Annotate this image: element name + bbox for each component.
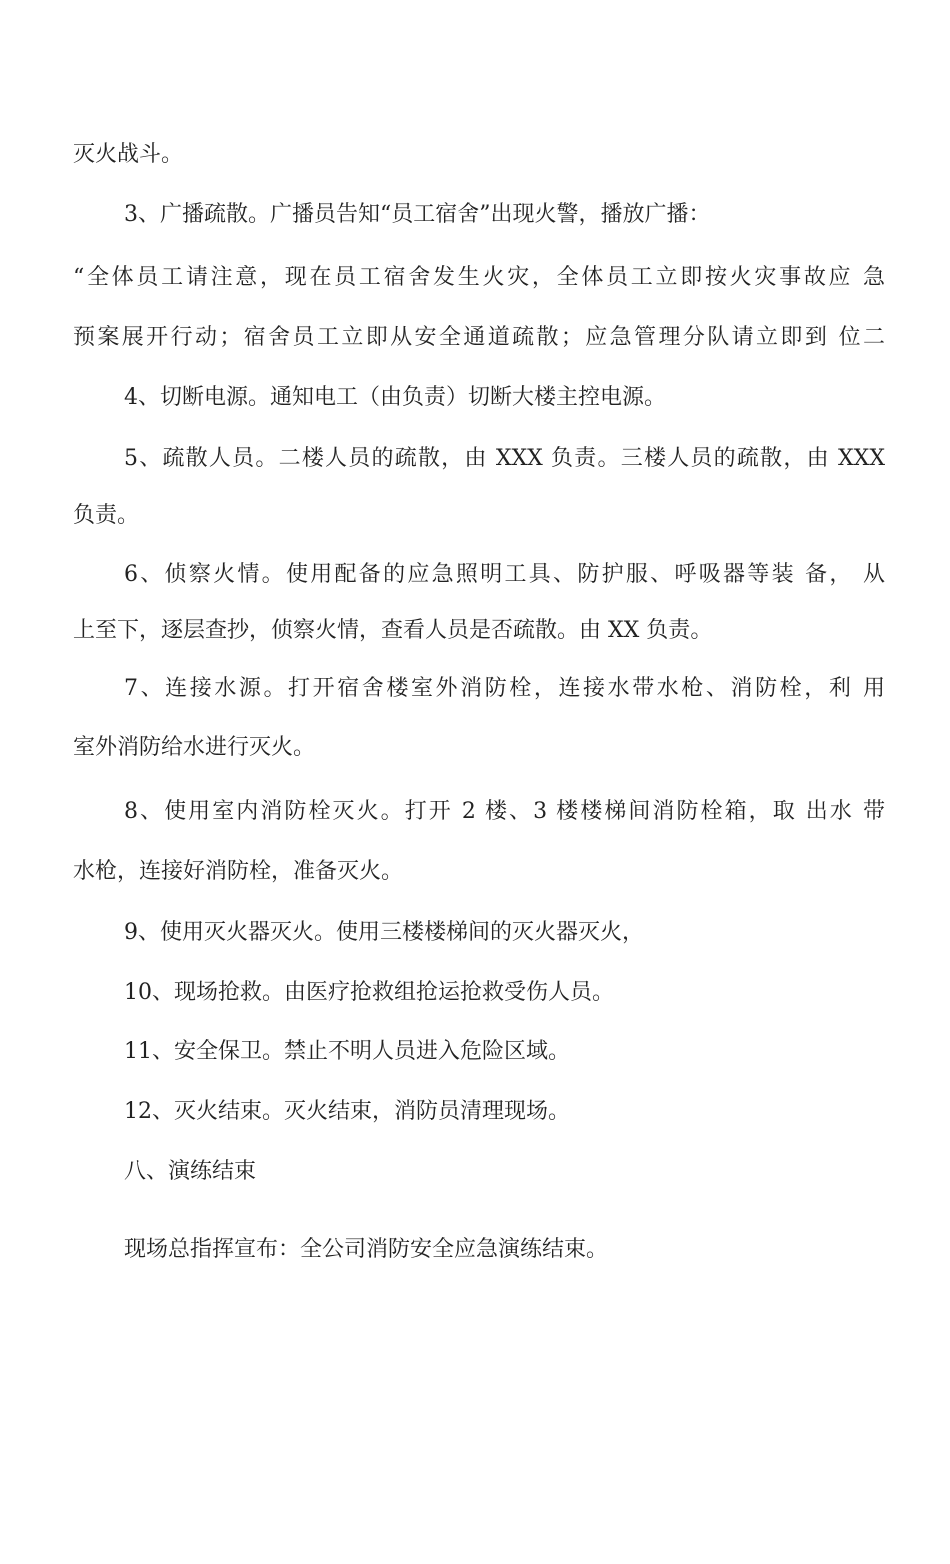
item-8-hydrant: 8、使用室内消防栓灭火。打开 2 楼、3 楼楼梯间消防栓箱，取 出水 带	[124, 799, 885, 824]
item-8-continued: 水枪，连接好消防栓，准备灭火。	[73, 859, 404, 884]
item-4-power: 4、切断电源。通知电工（由负责）切断大楼主控电源。	[124, 385, 666, 410]
item-10-rescue: 10、现场抢救。由医疗抢救组抢运抢救受伤人员。	[124, 980, 614, 1005]
item-3-broadcast: 3、广播疏散。广播员告知“员工宿舍”出现火警，播放广播：	[124, 202, 711, 227]
item-6-continued: 上至下，逐层查抄，侦察火情，查看人员是否疏散。由 XX 负责。	[73, 618, 713, 643]
item-5-continued: 负责。	[73, 503, 140, 528]
section-8-heading: 八、演练结束	[124, 1159, 257, 1184]
item-7-continued: 室外消防给水进行灭火。	[73, 735, 316, 760]
broadcast-text-line-1: “全体员工请注意，现在员工宿舍发生火灾，全体员工立即按火灾事故应 急	[73, 265, 885, 290]
closing-statement: 现场总指挥宣布：全公司消防安全应急演练结束。	[124, 1237, 609, 1262]
item-7-water: 7、连接水源。打开宿舍楼室外消防栓，连接水带水枪、消防栓，利 用	[124, 676, 885, 701]
item-5-evacuate: 5、疏散人员。二楼人员的疏散，由 XXX 负责。三楼人员的疏散，由 XXX	[124, 446, 885, 471]
item-12-end: 12、灭火结束。灭火结束，消防员清理现场。	[124, 1099, 570, 1124]
item-6-recon: 6、侦察火情。使用配备的应急照明工具、防护服、呼吸器等装 备， 从	[124, 562, 885, 587]
item-9-extinguisher: 9、使用灭火器灭火。使用三楼楼梯间的灭火器灭火，	[124, 920, 644, 945]
text-line-1: 灭火战斗。	[73, 142, 184, 167]
broadcast-text-line-2: 预案展开行动；宿舍员工立即从安全通道疏散；应急管理分队请立即到 位二	[73, 325, 885, 350]
item-11-security: 11、安全保卫。禁止不明人员进入危险区域。	[124, 1039, 570, 1064]
